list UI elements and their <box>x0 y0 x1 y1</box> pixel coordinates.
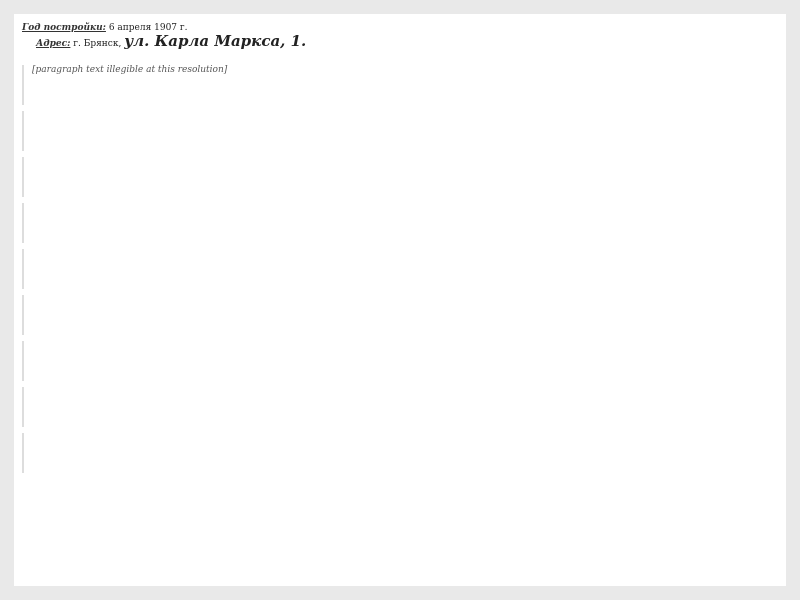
paragraph-4 <box>22 203 778 243</box>
address-label: Адрес: <box>36 39 71 49</box>
body-paragraphs <box>22 65 778 473</box>
illegible-note: [paragraph text illegible at this resolution] <box>32 65 228 75</box>
frame-top <box>0 0 800 14</box>
address-line <box>22 32 778 51</box>
paragraph-1 <box>22 65 778 105</box>
document-content <box>22 22 778 578</box>
paragraph-5 <box>22 249 778 289</box>
paragraph-3 <box>22 157 778 197</box>
paragraph-9 <box>22 433 778 473</box>
frame-right <box>786 0 800 600</box>
address-prefix: г. Брянск, <box>73 39 122 49</box>
paragraph-8 <box>22 387 778 427</box>
frame-bottom <box>0 586 800 600</box>
built-value: 6 апреля 1907 г. <box>108 23 188 33</box>
paragraph-7 <box>22 341 778 381</box>
paragraph-2 <box>22 111 778 151</box>
address-street: ул. Карла Маркса, 1. <box>124 32 307 50</box>
frame-left <box>0 0 14 600</box>
built-label: Год постройки: <box>22 23 106 33</box>
paragraph-6 <box>22 295 778 335</box>
